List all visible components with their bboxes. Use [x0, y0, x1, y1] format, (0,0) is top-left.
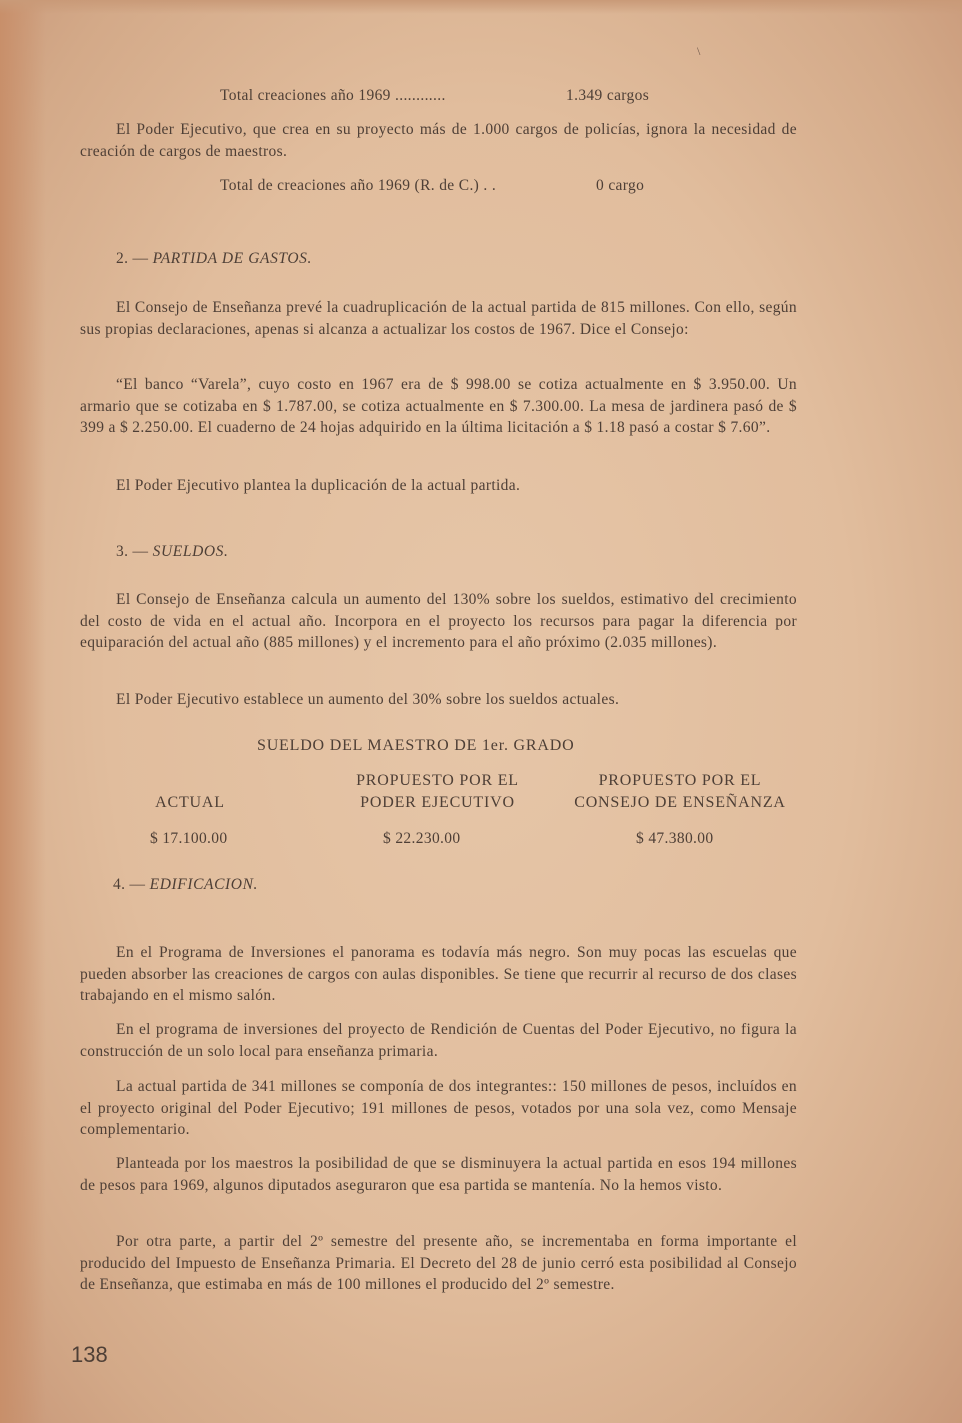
- page-number: 138: [71, 1342, 108, 1367]
- section-4-title: EDIFICACION.: [149, 876, 259, 893]
- section-3-title: SUELDOS.: [152, 543, 229, 560]
- section-3-paragraph-1: El Consejo de Enseñanza calcula un aumento del 130% sobre los sueldos, estimativo del crecimiento del costo de vida en el actual año. Incorpora en el proyecto los recursos para pagar la diferencia por equiparación del actual año (885 millones) y el incremento para el año próximo (2.035 millones).: [80, 591, 797, 652]
- page-edge-shadow-left: [0, 0, 46, 1423]
- section-4-paragraph-1: En el Programa de Inversiones el panorama es todavía más negro. Son muy pocas las escuelas que pueden absorber las creaciones de cargos con aulas disponibles. Se tiene que recurrir al recurso de dos clases trabajando en el mismo salón.: [80, 944, 797, 1005]
- salary-col-consejo-header-line1: PROPUESTO POR EL: [598, 772, 762, 789]
- salary-actual-value: $ 17.100.00: [150, 830, 228, 847]
- salary-col-actual-header: ACTUAL: [155, 794, 225, 811]
- total-rc-value: 0 cargo: [596, 177, 645, 194]
- section-2-title: PARTIDA DE GASTOS.: [152, 250, 312, 267]
- top-mark: \: [697, 44, 701, 58]
- section-2-paragraph-2: El Poder Ejecutivo plantea la duplicación de la actual partida.: [116, 477, 521, 494]
- section-3-paragraph-2: El Poder Ejecutivo establece un aumento del 30% sobre los sueldos actuales.: [116, 691, 620, 708]
- total-1969-label: Total creaciones año 1969 ............: [220, 87, 446, 104]
- section-2-heading: [116, 248, 312, 270]
- section-2-paragraph-1: El Consejo de Enseñanza prevé la cuadruplicación de la actual partida de 815 millones. Con ello, según sus propias declaraciones, apenas si alcanza a actualizar los costos de 1967. Dice el Consejo:: [80, 299, 797, 338]
- section-4-paragraph-2: En el programa de inversiones del proyecto de Rendición de Cuentas del Poder Ejecutivo, no figura la construcción de un solo local para enseñanza primaria.: [80, 1021, 797, 1060]
- section-4-paragraph-5: Por otra parte, a partir del 2º semestre del presente año, se incrementaba en forma importante el producido del Impuesto de Enseñanza Primaria. El Decreto del 28 de junio cerró esta posibilidad al Consejo de Enseñanza, que estimaba en más de 100 millones el producido del 2º semestre.: [80, 1233, 797, 1294]
- section-3-number: 3. —: [116, 543, 149, 560]
- salary-table-title: SUELDO DEL MAESTRO DE 1er. GRADO: [257, 737, 575, 754]
- section-2-number: 2. —: [116, 250, 149, 267]
- paragraph-poder-ejecutivo-policias: El Poder Ejecutivo, que crea en su proyecto más de 1.000 cargos de policías, ignora la necesidad de creación de cargos de maestros.: [80, 121, 797, 160]
- salary-col-ejecutivo-header-line1: PROPUESTO POR EL: [356, 772, 519, 789]
- salary-col-consejo-header-line2: CONSEJO DE ENSEÑANZA: [574, 794, 786, 811]
- section-4-paragraph-3: La actual partida de 341 millones se componía de dos integrantes:: 150 millones de pesos, incluídos en el proyecto original del Poder Ejecutivo; 191 millones de pesos, votados por una sola vez, como Mensaje complementario.: [80, 1078, 797, 1139]
- salary-consejo-value: $ 47.380.00: [636, 830, 714, 847]
- section-4-number: 4. —: [113, 876, 146, 893]
- section-3-heading: [116, 541, 229, 563]
- section-2-quote: “El banco “Varela”, cuyo costo en 1967 era de $ 998.00 se cotiza actualmente en $ 3.950.00. Un armario que se cotizaba en $ 1.787.00, se cotiza actualmente en $ 7.300.00. La mesa de jardinera pasó de $ 399 a $ 2.250.00. El cuaderno de 24 hojas adquirido en la última licitación a $ 1.18 pasó a costar $ 7.60”.: [80, 376, 797, 437]
- total-rc-label: Total de creaciones año 1969 (R. de C.) . .: [220, 177, 497, 194]
- salary-col-ejecutivo-header-line2: PODER EJECUTIVO: [360, 794, 515, 811]
- total-1969-value: 1.349 cargos: [566, 87, 650, 104]
- page-edge-shadow-top: [0, 0, 962, 14]
- section-4-paragraph-4: Planteada por los maestros la posibilidad de que se disminuyera la actual partida en esos 194 millones de pesos para 1969, algunos diputados aseguraron que esa partida se mantenía. No la hemos visto.: [80, 1155, 797, 1194]
- section-4-heading: [113, 874, 258, 896]
- salary-ejecutivo-value: $ 22.230.00: [383, 830, 461, 847]
